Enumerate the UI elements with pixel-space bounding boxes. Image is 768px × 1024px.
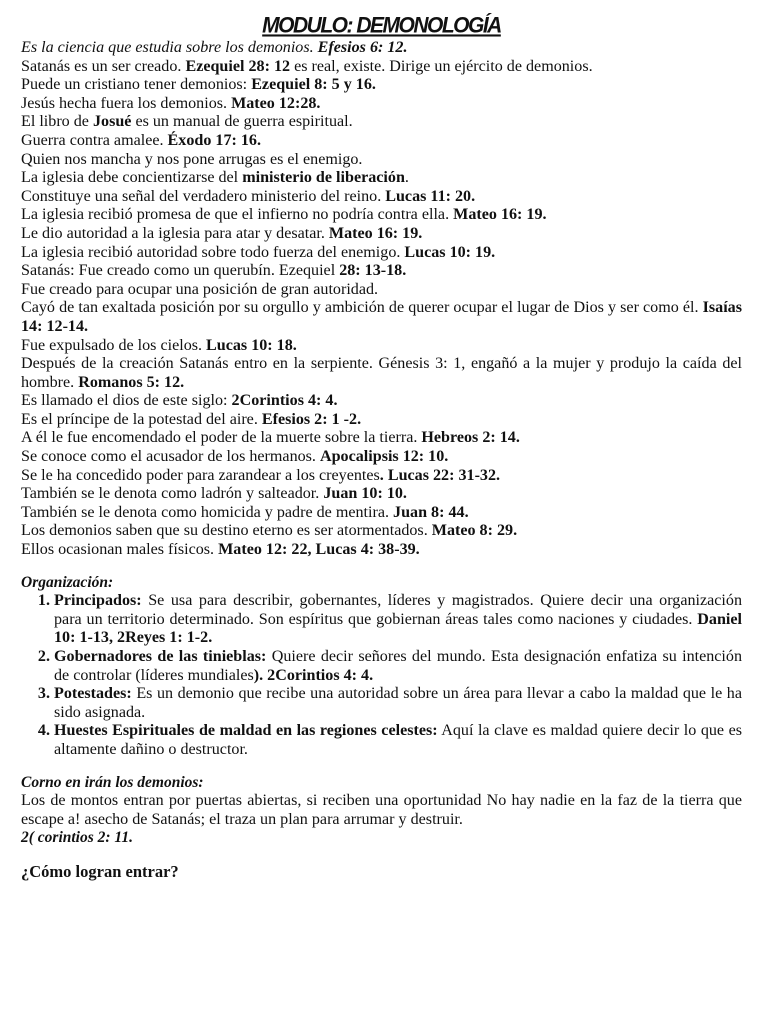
statement-line [21,281,742,300]
organization-text: Se usa para describir, gobernantes, líderes y magistrados. Quiere decir una organización para un territorio determinado. Son espíritus que gobiernan áreas tales como naciones y ciudades. [54,592,742,628]
statement-after: es real, existe. Dirige un ejército de demonios. [290,57,593,75]
statement-reference: Mateo 12:28. [231,94,321,112]
statement-reference: Juan 10: 10. [323,485,407,503]
entry-paragraph: Los de montos entran por puertas abiertas, si reciben una oportunidad No hay nadie en la faz de la tierra que escape a! asecho de Satanás; el traza un plan para arrumar y destruir. [21,792,742,828]
organization-reference: ). 2Corintios 4: 4. [253,666,374,684]
statement-line [21,411,742,430]
statement-reference: 2Corintios 4: 4. [231,392,338,410]
statement-after: es un manual de guerra espiritual. [131,113,353,131]
statement-text: Puede un cristiano tener demonios: [21,76,252,94]
statement-line [21,392,742,411]
organization-term: Gobernadores de las tinieblas: [54,648,267,665]
statement-reference: Éxodo 17: 16. [167,131,261,149]
statement-reference: ministerio de liberación [242,169,405,187]
statement-line [21,58,742,77]
statement-text: Es llamado el dios de este siglo: [21,392,232,410]
organization-reference: Daniel 10: 1-13, 2Reyes 1: 1-2. [54,610,742,647]
statement-reference: 28: 13-18. [339,262,407,280]
statement-text: Le dio autoridad a la iglesia para atar y desatar. [21,224,329,242]
statement-lines [21,58,742,560]
statement-line [21,206,742,225]
statement-line [21,337,742,356]
spacer [21,760,742,774]
statement-text: También se le denota como ladrón y salteador. [21,485,324,503]
statement-line [21,95,742,114]
statement-reference: Mateo 8: 29. [431,522,518,540]
statement-line [21,76,742,95]
statement-text: La iglesia recibió promesa de que el infierno no podría contra ella. [21,206,454,224]
statement-line [21,262,742,281]
statement-text: Guerra contra amalee. [21,131,168,149]
statement-after: . [404,169,409,187]
statement-reference: Apocalipsis 12: 10. [319,448,449,466]
statement-line [21,448,742,467]
organization-term: Potestades: [54,685,132,703]
statement-reference: Ezequiel 28: 12 [185,57,291,75]
organization-item [54,722,742,759]
statement-reference: Hebreos 2: 14. [421,429,520,447]
organization-item [54,592,742,648]
statement-reference: Isaías 14: 12-14. [21,299,742,335]
statement-text: Jesús hecha fuera los demonios. [21,94,232,112]
statement-text: La iglesia recibió autoridad sobre todo fuerza del enemigo. [21,243,405,261]
statement-line [21,244,742,263]
spacer [21,848,742,862]
statement-reference: Romanos 5: 12. [78,373,185,391]
statement-line [21,225,742,244]
statement-text: Fue expulsado de los cielos. [21,336,207,354]
question-heading: ¿Cómo logran entrar? [21,861,179,881]
statement-text: Después de la creación Satanás entro en la serpiente. Génesis 3: 1, engañó a la mujer y produjo la caída del hombre. [21,355,742,391]
statement-text: Constituye una señal del verdadero ministerio del reino. [21,187,386,205]
entry-reference: 2( corintios 2: 11. [21,829,133,847]
statement-text: A él le fue encomendado el poder de la muerte sobre la tierra. [21,429,422,447]
statement-line [21,541,742,560]
organization-term: Huestes Espirituales de maldad en las regiones celestes: [54,722,438,740]
organization-text: Aquí la clave es maldad quiere decir lo que es altamente dañino o destructor. [54,722,742,758]
statement-line [21,485,742,504]
statement-line [21,355,742,392]
organization-text: Quiere decir señores del mundo. Esta designación enfatiza su intención de controlar (líderes mundiales [54,648,742,684]
statement-reference: Lucas 10: 18. [206,336,297,354]
statement-text: Se le ha concedido poder para zarandear a los creyentes [21,466,380,484]
statement-reference: Mateo 16: 19. [453,206,547,224]
statement-reference: Mateo 12: 22, Lucas 4: 38-39. [218,541,420,559]
statement-reference: Lucas 10: 19. [404,243,496,261]
statement-reference: Efesios 2: 1 -2. [261,410,362,428]
statement-line [21,169,742,188]
statement-reference: Lucas 11: 20. [385,187,476,205]
statement-line [21,151,742,170]
statement-text: Satanás es un ser creado. [21,57,186,75]
statement-reference: Juan 8: 44. [393,503,469,521]
entry-heading: Corno en irán los demonios: [21,773,204,791]
notes-list [21,39,742,560]
statement-text: El libro de [21,113,93,131]
statement-line [21,188,742,207]
statement-line [21,113,742,132]
statement-text: Se conoce como el acusador de los hermanos. [21,448,320,466]
statement-text: Ellos ocasionan males físicos. [21,541,219,559]
organization-item [54,648,742,685]
statement-text: Quien nos mancha y nos pone arrugas es el enemigo. [21,150,363,168]
statement-text: También se le denota como homicida y padre de mentira. [21,503,394,521]
statement-reference: . Lucas 22: 31-32. [379,466,501,484]
statement-text: Es el príncipe de la potestad del aire. [21,410,262,428]
statement-text: Fue creado para ocupar una posición de gran autoridad. [21,280,379,298]
statement-text: Cayó de tan exaltada posición por su orgullo y ambición de querer ocupar el lugar de Dios y ser como él. [21,299,703,317]
intro-text: Es la ciencia que estudia sobre los demonios. [21,39,318,56]
statement-text: Los demonios saben que su destino eterno es ser atormentados. [21,522,432,540]
intro-ref: Efesios 6: 12. [317,39,408,56]
statement-line [21,299,742,336]
statement-line [21,522,742,541]
organization-text: Es un demonio que recibe una autoridad sobre un área para llevar a cabo la maldad que le ha sido asignada. [54,685,742,721]
statement-reference: Mateo 16: 19. [328,224,423,242]
spacer [21,560,742,574]
statement-line [21,429,742,448]
document-title: MODULO: DEMONOLOGÍA [262,13,501,38]
organization-heading: Organización: [21,573,114,591]
statement-text: La iglesia debe concientizarse del [21,169,243,187]
statement-reference: Josué [92,113,132,131]
statement-reference: Ezequiel 8: 5 y 16. [251,76,376,94]
organization-term: Principados: [54,592,142,610]
statement-line [21,132,742,151]
intro-line [21,39,742,58]
statement-line [21,467,742,486]
organization-item [54,685,742,722]
statement-line [21,504,742,523]
statement-text: Satanás: Fue creado como un querubín. Ezequiel [21,262,340,280]
organization-list [21,592,742,759]
